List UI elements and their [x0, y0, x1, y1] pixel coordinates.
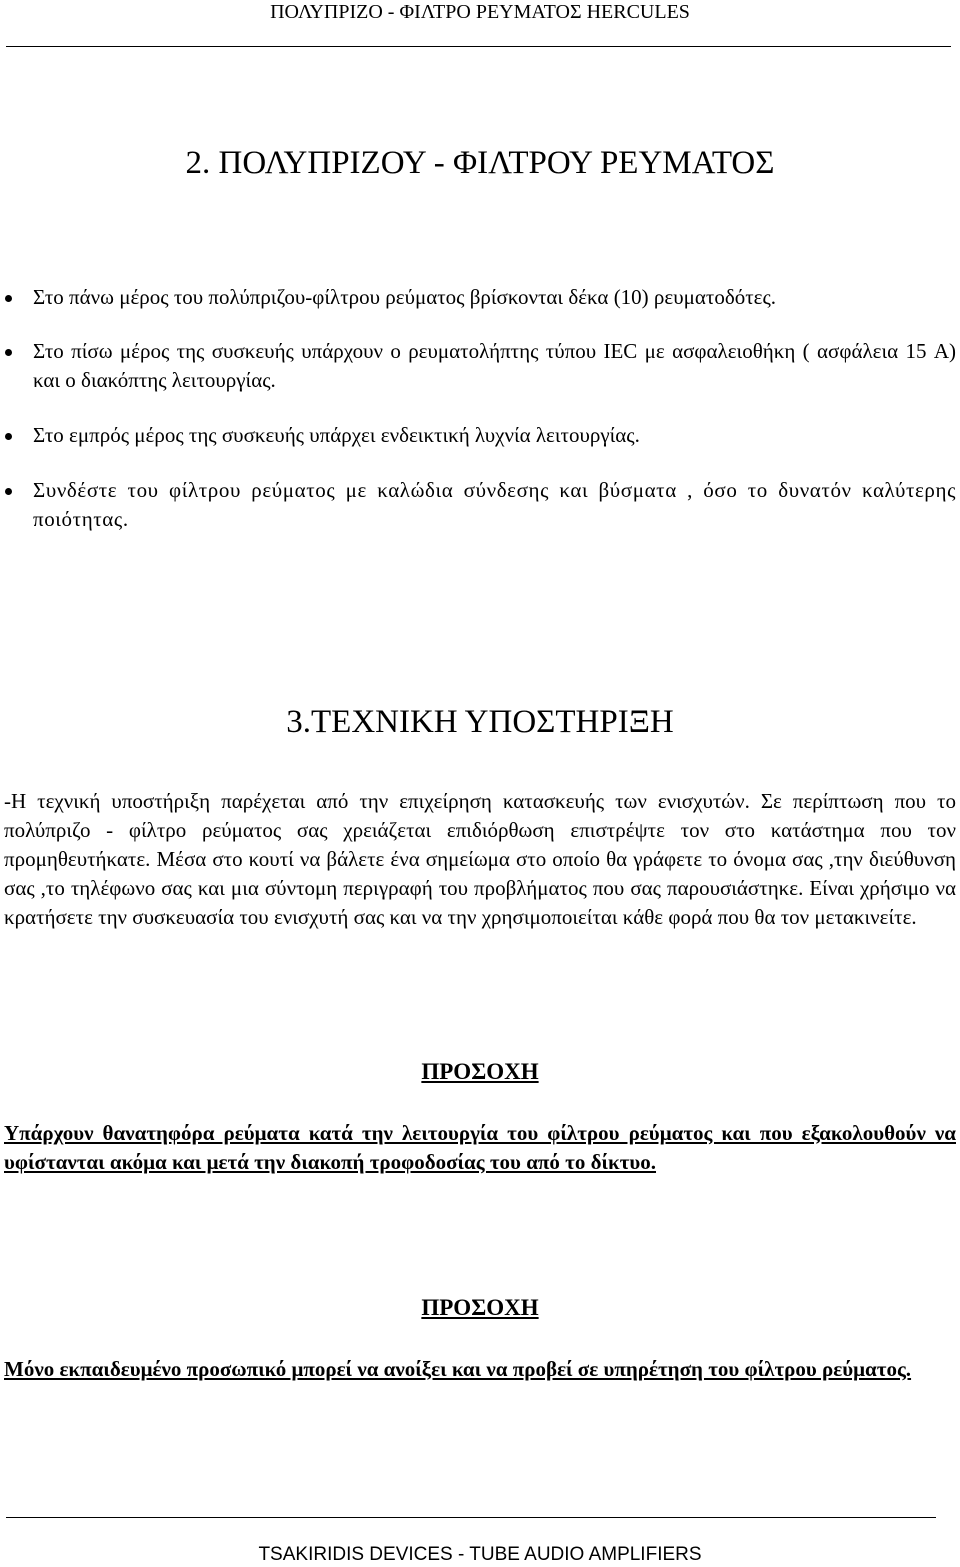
section-2-heading: 2. ΠΟΛΥΠΡΙΖΟΥ - ΦΙΛΤΡΟΥ ΡΕΥΜΑΤΟΣ — [185, 145, 775, 181]
section-2-bullet-list — [0, 283, 960, 534]
warning-1-text: Υπάρχουν θανατηφόρα ρεύματα κατά την λειτουργία του φίλτρου ρεύματος και που εξακολουθούν να υφίστανται ακόμα και μετά την διακοπή τροφοδοσίας του από το δίκτυο. — [4, 1121, 956, 1174]
section-3-heading: 3.ΤΕΧΝΙΚΗ ΥΠΟΣΤΗΡΙΞΗ — [286, 704, 674, 740]
warning-2-text: Μόνο εκπαιδευμένο προσωπικό μπορεί να ανοίξει και να προβεί σε υπηρέτηση του φίλτρου ρεύματος. — [4, 1357, 912, 1381]
footer-divider — [6, 1517, 936, 1518]
technical-support-paragraph: -Η τεχνική υποστήριξη παρέχεται από την επιχείρηση κατασκευής των ενισχυτών. Σε περίπτωση που το πολύπριζο - φίλτρο ρεύματος σας χρειάζεται επιδιόρθωση επιστρέψτε τον στο κατάστημα που τον προμηθευτήκατε. Μέσα στο κουτί να βάλετε ένα σημείωμα στο οποίο θα γράφετε το όνομα σας ,την διεύθυνση σας ,το τηλέφωνο σας και μια σύντομη περιγραφή του προβλήματος που σας παρουσιάστηκε. Είναι χρήσιμο να κρατήσετε την συσκευασία του ενισχυτή σας και να την χρησιμοποιείται κάθε φορά που θα τον μετακινείτε. — [4, 789, 956, 929]
warning-1-title: ΠΡΟΣΟΧΗ — [421, 1059, 539, 1084]
bullet-item: Στο πίσω μέρος της συσκευής υπάρχουν ο ρευματολήπτης τύπου IEC με ασφαλειοθήκη ( ασφάλεια 15 A) και ο διακόπτης λειτουργίας. — [0, 337, 960, 395]
bullet-item: Στο εμπρός μέρος της συσκευής υπάρχει ενδεικτική λυχνία λειτουργίας. — [0, 421, 960, 450]
header-divider — [6, 46, 951, 47]
page-header: ΠΟΛΥΠΡΙΖΟ - ΦΙΛΤΡΟ ΡΕΥΜΑΤΟΣ HERCULES — [270, 1, 690, 23]
page-footer: TSAKIRIDIS DEVICES - TUBE AUDIO AMPLIFIERS — [258, 1544, 702, 1565]
bullet-item: Στο πάνω μέρος του πολύπριζου-φίλτρου ρεύματος βρίσκονται δέκα (10) ρευματοδότες. — [0, 283, 960, 312]
bullet-item: Συνδέστε του φίλτρου ρεύματος με καλώδια σύνδεσης και βύσματα , όσο το δυνατόν καλύτερης ποιότητας. — [0, 476, 960, 534]
warning-2-title: ΠΡΟΣΟΧΗ — [421, 1295, 539, 1320]
